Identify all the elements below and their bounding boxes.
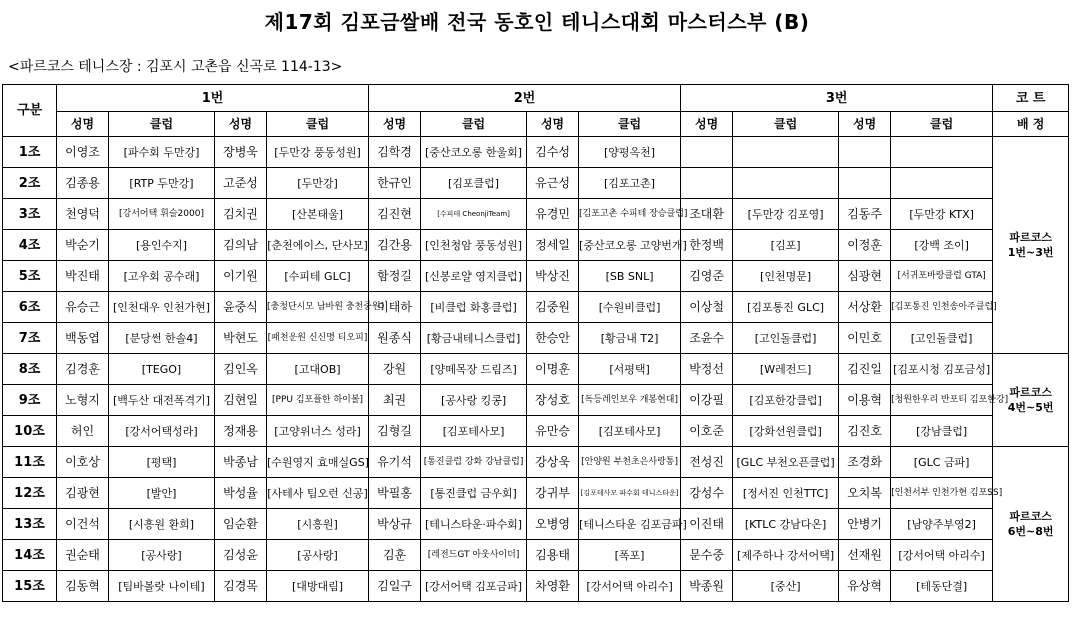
group-label: 1조	[3, 137, 57, 168]
player-club: [백두산 대전폭격기]	[109, 385, 215, 416]
header-name-col: 성명	[839, 112, 891, 137]
page-title: 제17회 김포금쌀배 전국 동호인 테니스대회 마스터스부 (B)	[264, 10, 810, 34]
header-row-columns	[3, 112, 1069, 137]
player-club: [제주하나 강서어택]	[733, 540, 839, 571]
player-name: 노형지	[57, 385, 109, 416]
table-row	[3, 571, 1069, 602]
player-name: 이호준	[681, 416, 733, 447]
player-name: 이용혁	[839, 385, 891, 416]
player-name: 심광현	[839, 261, 891, 292]
court-assignment: 파르코스 1번~3번	[993, 137, 1069, 354]
player-name: 박종원	[681, 571, 733, 602]
player-club: [김포시청 김포금성]	[891, 354, 993, 385]
player-name: 박상진	[527, 261, 579, 292]
player-name: 유경민	[527, 199, 579, 230]
player-name: 장병욱	[215, 137, 267, 168]
player-club: [통진클럽 금우회]	[421, 478, 527, 509]
player-name: 조대환	[681, 199, 733, 230]
player-club: [폭포]	[579, 540, 681, 571]
player-name: 김인옥	[215, 354, 267, 385]
player-club: [중산]	[733, 571, 839, 602]
player-club: [두만강]	[267, 168, 369, 199]
player-club: [독등레인보우 개봉현대]	[579, 385, 681, 416]
player-name: 이진태	[681, 509, 733, 540]
player-name: 김형길	[369, 416, 421, 447]
table-row	[3, 230, 1069, 261]
player-name: 김영준	[681, 261, 733, 292]
player-club: [강서어택성라]	[109, 416, 215, 447]
player-club: [양평옥천]	[579, 137, 681, 168]
player-name: 장성호	[527, 385, 579, 416]
player-club: [김포고촌 수피테 장승클럽]	[579, 199, 681, 230]
group-label: 15조	[3, 571, 57, 602]
player-club: [서평택]	[579, 354, 681, 385]
player-name: 박종남	[215, 447, 267, 478]
player-club: [황금내 T2]	[579, 323, 681, 354]
player-name: 정재용	[215, 416, 267, 447]
player-name: 김진일	[839, 354, 891, 385]
player-club: [두만강 KTX]	[891, 199, 993, 230]
player-club: [분당썬 한솔4]	[109, 323, 215, 354]
table-row	[3, 478, 1069, 509]
player-name: 박상규	[369, 509, 421, 540]
player-club: [김포테사모 파수회 테니스타운]	[579, 478, 681, 509]
player-club: [인천청암 풍동성원]	[421, 230, 527, 261]
group-label: 8조	[3, 354, 57, 385]
player-club: [김포테사모]	[421, 416, 527, 447]
player-club: [수피테 GLC]	[267, 261, 369, 292]
player-club: [비클럽 화홍클럽]	[421, 292, 527, 323]
player-name: 권순태	[57, 540, 109, 571]
player-club: [서귀포바랑클럽 GTA]	[891, 261, 993, 292]
group-label: 2조	[3, 168, 57, 199]
player-name: 이태하	[369, 292, 421, 323]
player-name: 전성진	[681, 447, 733, 478]
player-name: 조윤수	[681, 323, 733, 354]
player-name: 원종식	[369, 323, 421, 354]
player-name: 김진현	[369, 199, 421, 230]
player-club: [레전드GT 아웃사이더]	[421, 540, 527, 571]
header-name-col: 성명	[57, 112, 109, 137]
player-name: 이영조	[57, 137, 109, 168]
player-name: 이상철	[681, 292, 733, 323]
player-name: 윤중식	[215, 292, 267, 323]
player-name: 김학경	[369, 137, 421, 168]
player-name: 이건석	[57, 509, 109, 540]
header-section-1: 1번	[57, 85, 369, 112]
player-club: [W레전드]	[733, 354, 839, 385]
player-club: [중산코오롱 고양번개]	[579, 230, 681, 261]
player-club: [팀바볼랏 나이테]	[109, 571, 215, 602]
player-name: 김중원	[527, 292, 579, 323]
player-club: [춘천에이스, 단사모]	[267, 230, 369, 261]
player-club: [수피테 CheonjiTeam]	[421, 199, 527, 230]
header-club-col: 클럽	[733, 112, 839, 137]
player-name: 박현도	[215, 323, 267, 354]
player-name: 김수성	[527, 137, 579, 168]
player-club: [정서진 인천TTC]	[733, 478, 839, 509]
player-name: 한규인	[369, 168, 421, 199]
header-name-col: 성명	[681, 112, 733, 137]
player-name: 김경훈	[57, 354, 109, 385]
player-club: [SB SNL]	[579, 261, 681, 292]
player-name: 정세일	[527, 230, 579, 261]
player-name: 김종용	[57, 168, 109, 199]
player-club: [인천대우 인천가현]	[109, 292, 215, 323]
table-row	[3, 137, 1069, 168]
player-name: 이강필	[681, 385, 733, 416]
player-name: 김현일	[215, 385, 267, 416]
player-name: 허인	[57, 416, 109, 447]
player-name: 김경목	[215, 571, 267, 602]
player-name: 천영덕	[57, 199, 109, 230]
player-name: 고준성	[215, 168, 267, 199]
player-club: [용인수지]	[109, 230, 215, 261]
player-name: 이호상	[57, 447, 109, 478]
table-row	[3, 385, 1069, 416]
player-name: 김진호	[839, 416, 891, 447]
player-name: 최권	[369, 385, 421, 416]
group-label: 11조	[3, 447, 57, 478]
player-name: 이정훈	[839, 230, 891, 261]
player-club: [산본태울]	[267, 199, 369, 230]
table-row	[3, 261, 1069, 292]
header-club-col: 클럽	[267, 112, 369, 137]
player-name: 한정백	[681, 230, 733, 261]
group-label: 14조	[3, 540, 57, 571]
player-club: [대방대림]	[267, 571, 369, 602]
player-name: 백동엽	[57, 323, 109, 354]
court-assignment: 파르코스 6번~8번	[993, 447, 1069, 602]
player-name: 김동혁	[57, 571, 109, 602]
player-name: 박진태	[57, 261, 109, 292]
player-club: [두만강 풍동성원]	[267, 137, 369, 168]
player-name: 한승안	[527, 323, 579, 354]
group-label: 12조	[3, 478, 57, 509]
player-club: [김포]	[733, 230, 839, 261]
player-name: 강상욱	[527, 447, 579, 478]
player-club	[733, 137, 839, 168]
player-name: 선재원	[839, 540, 891, 571]
group-label: 4조	[3, 230, 57, 261]
player-name: 김성윤	[215, 540, 267, 571]
header-section-2: 2번	[369, 85, 681, 112]
venue-label: <파르코스 테니스장 : 김포시 고촌읍 신곡로 114-13>	[8, 59, 343, 75]
table-row	[3, 168, 1069, 199]
player-club: [시흥원]	[267, 509, 369, 540]
player-name: 김치권	[215, 199, 267, 230]
header-group: 구분	[3, 85, 57, 137]
player-club: [양떼목장 드림즈]	[421, 354, 527, 385]
player-club: [인천서부 인천가현 김포SS]	[891, 478, 993, 509]
header-club-col: 클럽	[579, 112, 681, 137]
player-club	[733, 168, 839, 199]
player-name: 이민호	[839, 323, 891, 354]
player-club: [고대OB]	[267, 354, 369, 385]
player-name: 박성율	[215, 478, 267, 509]
player-club: [강서어택 휘슬2000]	[109, 199, 215, 230]
player-club: [PPU 김포플한 하이볼]	[267, 385, 369, 416]
group-label: 5조	[3, 261, 57, 292]
player-club: [공사랑]	[267, 540, 369, 571]
player-club: [신봉로얄 영지클럽]	[421, 261, 527, 292]
player-name: 김간용	[369, 230, 421, 261]
player-club: [강서어택 아리수]	[579, 571, 681, 602]
player-club: [테니스타운·파수회]	[421, 509, 527, 540]
player-club: [고인돌클럽]	[891, 323, 993, 354]
player-name: 박순기	[57, 230, 109, 261]
table-row	[3, 540, 1069, 571]
player-club: [통진클럽 강화 강남클럽]	[421, 447, 527, 478]
player-name: 유만승	[527, 416, 579, 447]
player-club: [TEGO]	[109, 354, 215, 385]
player-club: [공사랑 킹콩]	[421, 385, 527, 416]
player-club: [강백 조이]	[891, 230, 993, 261]
player-name: 문수중	[681, 540, 733, 571]
player-club: [청원한우리 반포티 김포한강]	[891, 385, 993, 416]
player-name: 유근성	[527, 168, 579, 199]
player-name: 차영환	[527, 571, 579, 602]
player-name: 김훈	[369, 540, 421, 571]
player-club: [김포클럽]	[421, 168, 527, 199]
header-name-col: 성명	[527, 112, 579, 137]
player-club: [김포테사모]	[579, 416, 681, 447]
player-club	[891, 168, 993, 199]
header-court-bottom: 배 정	[993, 112, 1069, 137]
header-club-col: 클럽	[109, 112, 215, 137]
table-row	[3, 509, 1069, 540]
player-name: 강원	[369, 354, 421, 385]
player-name: 김광현	[57, 478, 109, 509]
group-label: 13조	[3, 509, 57, 540]
player-club: [시흥원 환희]	[109, 509, 215, 540]
player-club: [GLC 부천오픈클럽]	[733, 447, 839, 478]
player-club: [김포한강클럽]	[733, 385, 839, 416]
player-name: 오치복	[839, 478, 891, 509]
player-name: 유승근	[57, 292, 109, 323]
player-club: [중산코오롱 한울회]	[421, 137, 527, 168]
player-name: 유상혁	[839, 571, 891, 602]
player-club: [남양주부영2]	[891, 509, 993, 540]
player-name: 이기원	[215, 261, 267, 292]
player-club: [강서어택 아리수]	[891, 540, 993, 571]
player-club: [김포통진 GLC]	[733, 292, 839, 323]
player-club: [충청단시모 남바원 충천중원]	[267, 292, 369, 323]
player-club: [고우회 공수래]	[109, 261, 215, 292]
player-name: 박정선	[681, 354, 733, 385]
player-name	[839, 137, 891, 168]
player-name: 김용태	[527, 540, 579, 571]
group-label: 6조	[3, 292, 57, 323]
court-assignment: 파르코스 4번~5번	[993, 354, 1069, 447]
player-club: [황금내테니스클럽]	[421, 323, 527, 354]
player-name: 강귀부	[527, 478, 579, 509]
player-club: [김포고촌]	[579, 168, 681, 199]
table-row	[3, 354, 1069, 385]
player-club: [GLC 금파]	[891, 447, 993, 478]
table-row	[3, 323, 1069, 354]
bracket-table	[2, 84, 1069, 602]
player-name: 안병기	[839, 509, 891, 540]
player-name: 김의남	[215, 230, 267, 261]
player-club: [RTP 두만강]	[109, 168, 215, 199]
player-name: 함정길	[369, 261, 421, 292]
player-club: [테동단결]	[891, 571, 993, 602]
player-club: [사테사 팀오런 신공]	[267, 478, 369, 509]
header-club-col: 클럽	[421, 112, 527, 137]
player-club: [안양원 부천초은사랑통]	[579, 447, 681, 478]
player-club: [수원영지 효매실GS]	[267, 447, 369, 478]
player-name: 오병영	[527, 509, 579, 540]
player-club: [강남클럽]	[891, 416, 993, 447]
player-name	[681, 168, 733, 199]
player-name: 김일구	[369, 571, 421, 602]
player-club: [강서어택 김포금파]	[421, 571, 527, 602]
player-club: [김포통진 인천송아주클럽]	[891, 292, 993, 323]
player-name: 유기석	[369, 447, 421, 478]
player-name: 김동주	[839, 199, 891, 230]
table-row	[3, 447, 1069, 478]
player-name: 임순환	[215, 509, 267, 540]
table-row	[3, 292, 1069, 323]
player-name	[839, 168, 891, 199]
player-name: 이명훈	[527, 354, 579, 385]
player-club: [강화선원클럽]	[733, 416, 839, 447]
table-row	[3, 416, 1069, 447]
player-club: [공사랑]	[109, 540, 215, 571]
group-label: 7조	[3, 323, 57, 354]
player-club: [발안]	[109, 478, 215, 509]
player-club: [고인돌클럽]	[733, 323, 839, 354]
header-section-3: 3번	[681, 85, 993, 112]
header-name-col: 성명	[215, 112, 267, 137]
player-name: 조경화	[839, 447, 891, 478]
table-row	[3, 199, 1069, 230]
player-club: [테니스타운 김포금파]	[579, 509, 681, 540]
header-club-col: 클럽	[891, 112, 993, 137]
player-club: [두만강 김포영]	[733, 199, 839, 230]
player-name: 강성수	[681, 478, 733, 509]
player-club: [파수회 두만강]	[109, 137, 215, 168]
player-name: 박필홍	[369, 478, 421, 509]
header-name-col: 성명	[369, 112, 421, 137]
player-club: [고양위너스 성라]	[267, 416, 369, 447]
header-court-top: 코 트	[993, 85, 1069, 112]
group-label: 9조	[3, 385, 57, 416]
header-row-sections	[3, 85, 1069, 112]
player-name	[681, 137, 733, 168]
player-club: [평택]	[109, 447, 215, 478]
player-club: [KTLC 강남다온]	[733, 509, 839, 540]
player-club: [패천운원 신신명 티오피]	[267, 323, 369, 354]
group-label: 3조	[3, 199, 57, 230]
group-label: 10조	[3, 416, 57, 447]
player-club	[891, 137, 993, 168]
player-name: 서상환	[839, 292, 891, 323]
player-club: [수원비클럽]	[579, 292, 681, 323]
player-club: [인천명문]	[733, 261, 839, 292]
